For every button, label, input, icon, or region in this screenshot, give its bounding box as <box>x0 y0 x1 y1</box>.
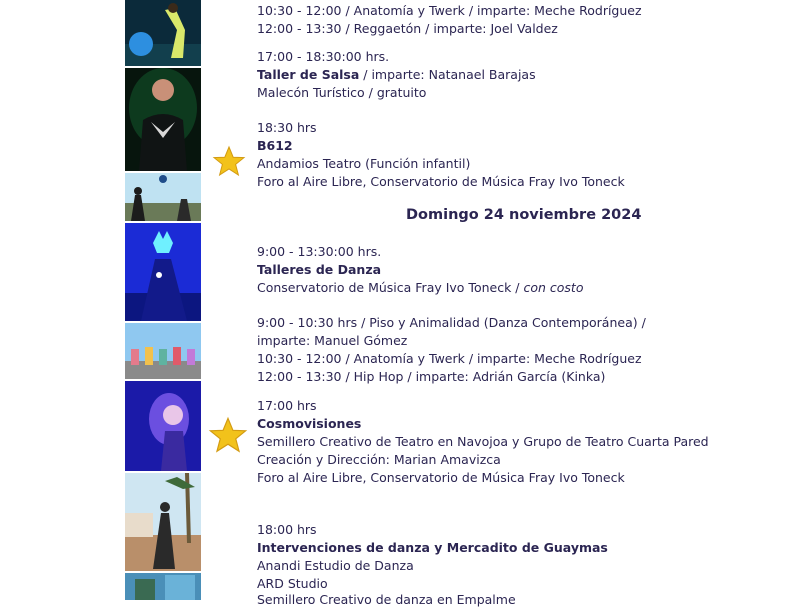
photo-masked-dancer <box>125 223 201 321</box>
event-time: 17:00 - 18:30:00 hrs. <box>257 49 390 64</box>
event-title: Taller de Salsa <box>257 67 360 82</box>
workshop-line: 9:00 - 10:30 hrs / Piso y Animalidad (Danza Contemporánea) / <box>257 315 646 330</box>
photo-man-portrait <box>125 68 201 171</box>
event-instructor: / imparte: Natanael Barajas <box>359 67 536 82</box>
event-time: 17:00 hrs <box>257 398 317 413</box>
workshop-line: 10:30 - 12:00 / Anatomía y Twerk / imparte: Meche Rodríguez <box>257 351 642 366</box>
photo-strip <box>125 0 201 600</box>
event-title: Intervenciones de danza y Mercadito de Guaymas <box>257 540 608 555</box>
event-venue: Malecón Turístico / gratuito <box>257 85 427 100</box>
event-group: ARD Studio <box>257 576 328 591</box>
event-cost: con costo <box>523 280 584 295</box>
photo-street <box>125 573 201 600</box>
workshop-line: imparte: Manuel Gómez <box>257 333 408 348</box>
event-groups: Semillero Creativo de Teatro en Navojoa y Grupo de Teatro Cuarta Pared <box>257 434 709 449</box>
event-venue: Foro al Aire Libre, Conservatorio de Música Fray Ivo Toneck <box>257 470 625 485</box>
event-venue: Foro al Aire Libre, Conservatorio de Música Fray Ivo Toneck <box>257 174 625 189</box>
workshop-line: 12:00 - 13:30 / Reggaetón / imparte: Joel Valdez <box>257 21 558 36</box>
photo-dancer-ball <box>125 0 201 66</box>
event-group: Anandi Estudio de Danza <box>257 558 414 573</box>
event-company: Andamios Teatro (Función infantil) <box>257 156 471 171</box>
photo-outdoor-performance <box>125 173 201 221</box>
event-direction: Creación y Dirección: Marian Amavizca <box>257 452 501 467</box>
workshop-line: 10:30 - 12:00 / Anatomía y Twerk / imparte: Meche Rodríguez <box>257 3 642 18</box>
event-title-line <box>257 66 536 84</box>
event-time: 18:30 hrs <box>257 120 317 135</box>
event-time: 18:00 hrs <box>257 522 317 537</box>
photo-dancer-palm <box>125 473 201 571</box>
event-title: Cosmovisiones <box>257 416 362 431</box>
event-title: Talleres de Danza <box>257 262 382 277</box>
event-group: Semillero Creativo de danza en Empalme <box>257 592 516 607</box>
event-venue: Conservatorio de Música Fray Ivo Toneck / <box>257 280 524 295</box>
day-heading: Domingo 24 noviembre 2024 <box>406 207 642 223</box>
photo-purple-light <box>125 381 201 471</box>
workshop-line: 12:00 - 13:30 / Hip Hop / imparte: Adrián García (Kinka) <box>257 369 606 384</box>
event-title: B612 <box>257 138 293 153</box>
event-time: 9:00 - 13:30:00 hrs. <box>257 244 382 259</box>
star-icon <box>208 416 248 456</box>
star-icon <box>212 145 246 179</box>
photo-group-dancers <box>125 323 201 379</box>
event-venue-line <box>257 279 583 297</box>
